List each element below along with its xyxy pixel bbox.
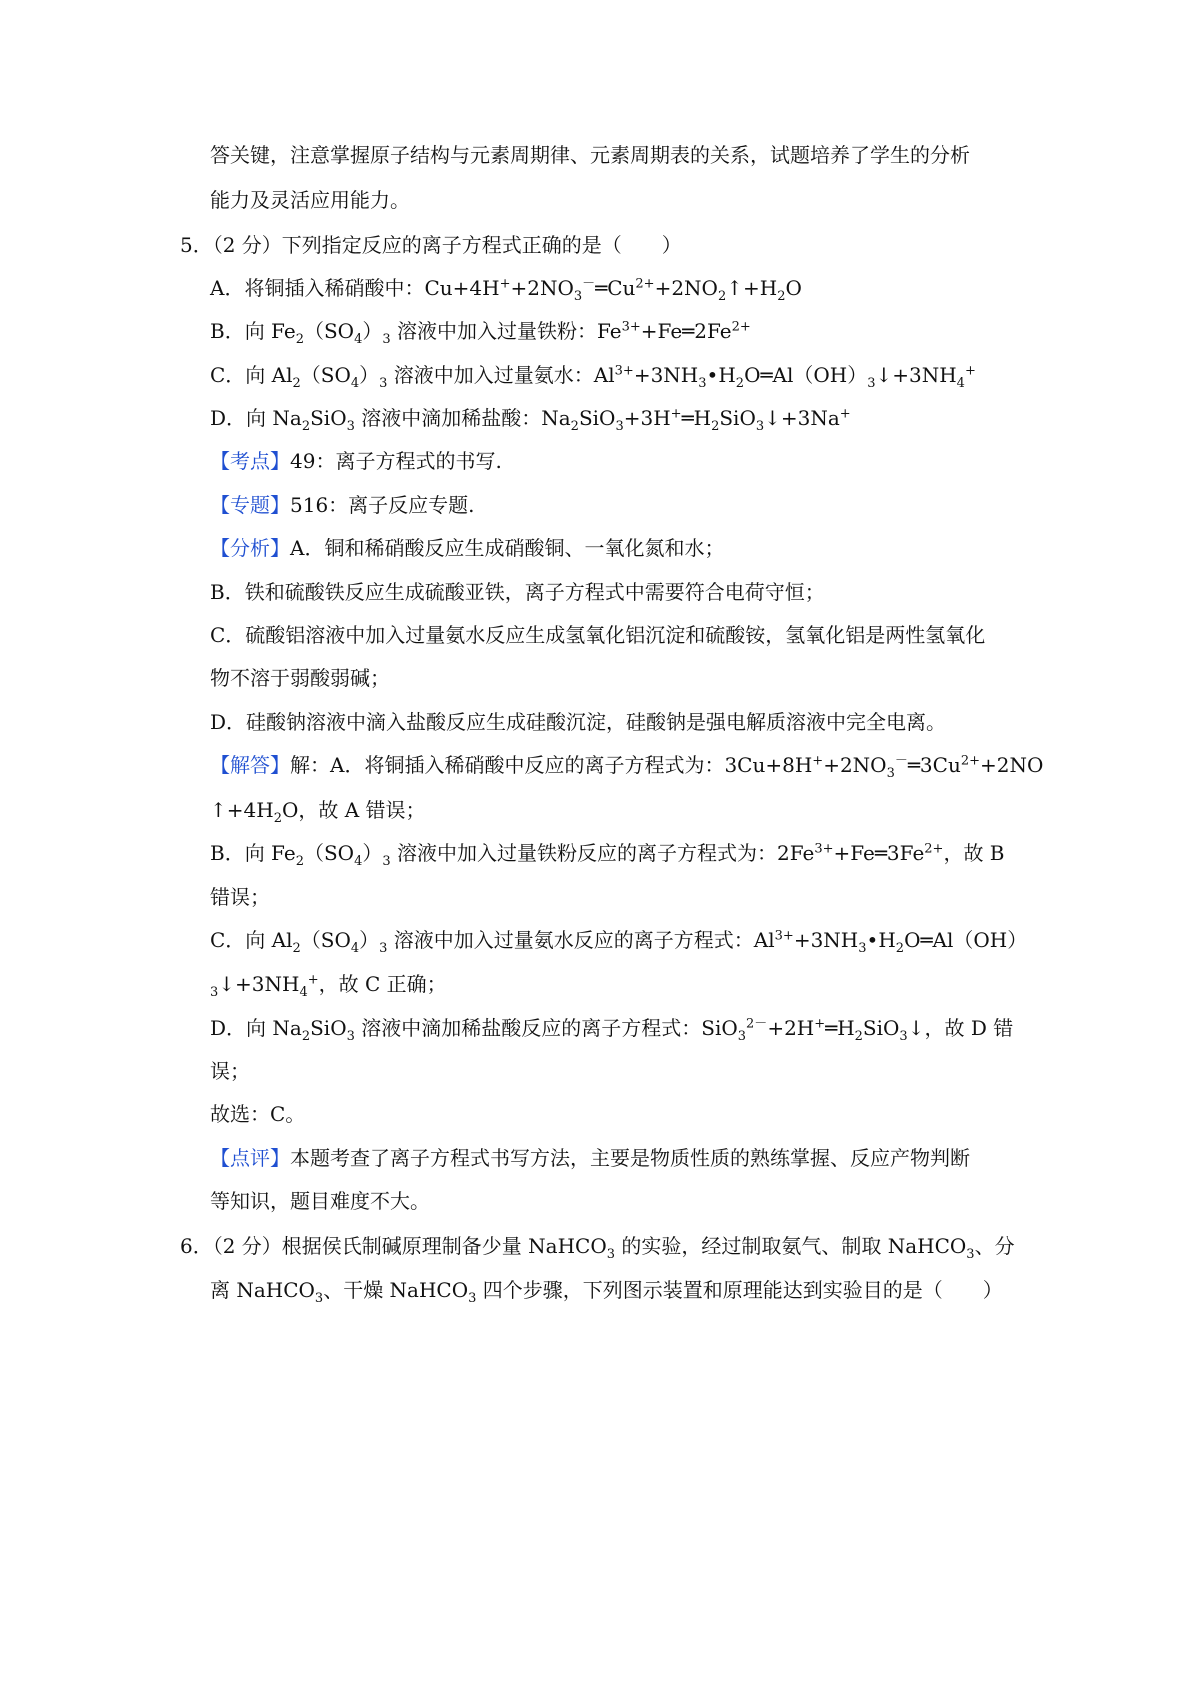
question-5-stem: 5．（2 分）下列指定反应的离子方程式正确的是（ ）	[180, 233, 682, 257]
dianping-line: 等知识，题目难度不大。	[210, 1189, 430, 1213]
option-c: C．向 $Al_2(SO_4)_3$ 溶液中加入过量氨水：$Al^{3+}+3NH_3•H_2O═Al(OH)_3↓+3NH_4^+$	[210, 363, 976, 391]
fenxi-line: B．铁和硫酸铁反应生成硫酸亚铁，离子方程式中需要符合电荷守恒；	[210, 580, 825, 604]
jieda-line: C．向 $Al_2(SO_4)_3$ 溶液中加入过量氨水反应的离子方程式：$Al^{3+}+3NH_3•H_2O═Al(OH)$	[210, 928, 1028, 956]
dianping-line: 【点评】本题考查了离子方程式书写方法，主要是物质性质的熟练掌握、反应产物判断	[210, 1146, 970, 1170]
fenxi-line: 物不溶于弱酸弱碱；	[210, 666, 390, 690]
question-6-stem: 6．（2 分）根据侯氏制碱原理制备少量 NaHCO$_3$ 的实验，经过制取氨气、制取 NaHCO$_3$、分	[180, 1234, 1015, 1262]
jieda-tag: 【解答】	[210, 753, 290, 777]
dianping-tag: 【点评】	[210, 1146, 290, 1170]
option-b: B．向 $Fe_2(SO_4)_3$ 溶液中加入过量铁粉：$Fe^{3+}+Fe═2Fe^{2+}$	[210, 319, 751, 347]
zhuanti-line: 【专题】516：离子反应专题.	[210, 493, 475, 517]
kaodian-line: 【考点】49：离子方程式的书写.	[210, 449, 502, 473]
kaodian-tag: 【考点】	[210, 449, 290, 473]
comment-line: 答关键，注意掌握原子结构与元素周期律、元素周期表的关系，试题培养了学生的分析	[210, 143, 970, 167]
fenxi-line: C．硫酸铝溶液中加入过量氨水反应生成氢氧化铝沉淀和硫酸铵，氢氧化铝是两性氢氧化	[210, 623, 986, 647]
fenxi-tag: 【分析】	[210, 536, 290, 560]
fenxi-line: 【分析】A．铜和稀硝酸反应生成硝酸铜、一氧化氮和水；	[210, 536, 725, 560]
jieda-line: B．向 $Fe_2(SO_4)_3$ 溶液中加入过量铁粉反应的离子方程式为：$2Fe^{3+}+Fe═3Fe^{2+}$，故 B	[210, 841, 1005, 869]
jieda-line: D．向 $Na_2SiO_3$ 溶液中滴加稀盐酸反应的离子方程式：$SiO_3^{2-}+2H^+═H_2SiO_3↓$，故 D 错	[210, 1016, 1014, 1044]
jieda-line: 错误；	[210, 885, 270, 909]
answer-select: 故选：C。	[210, 1102, 306, 1126]
comment-line: 能力及灵活应用能力。	[210, 188, 410, 212]
question-6-stem: 离 NaHCO$_3$、干燥 NaHCO$_3$ 四个步骤，下列图示装置和原理能达到实验目的是（ ）	[210, 1278, 1003, 1306]
jieda-line: $_3↓+3NH_4^+$，故 C 正确；	[210, 972, 447, 1000]
jieda-line: 误；	[210, 1059, 250, 1083]
jieda-line: 【解答】解：A．将铜插入稀硝酸中反应的离子方程式为：$3Cu+8H^++2NO_3^-═3Cu^{2+}+2NO$	[210, 753, 1044, 781]
zhuanti-tag: 【专题】	[210, 493, 290, 517]
fenxi-line: D．硅酸钠溶液中滴入盐酸反应生成硅酸沉淀，硅酸钠是强电解质溶液中完全电离。	[210, 710, 947, 734]
option-d: D．向 $Na_2SiO_3$ 溶液中滴加稀盐酸：$Na_2SiO_3+3H^+═H_2SiO_3↓+3Na^+$	[210, 406, 851, 434]
option-a: A．将铜插入稀硝酸中：$Cu+4H^++2NO_3^-═Cu^{2+}+2NO_2↑+H_2O$	[210, 276, 802, 304]
jieda-line: $↑+4H_2O$，故 A 错误；	[210, 798, 426, 826]
